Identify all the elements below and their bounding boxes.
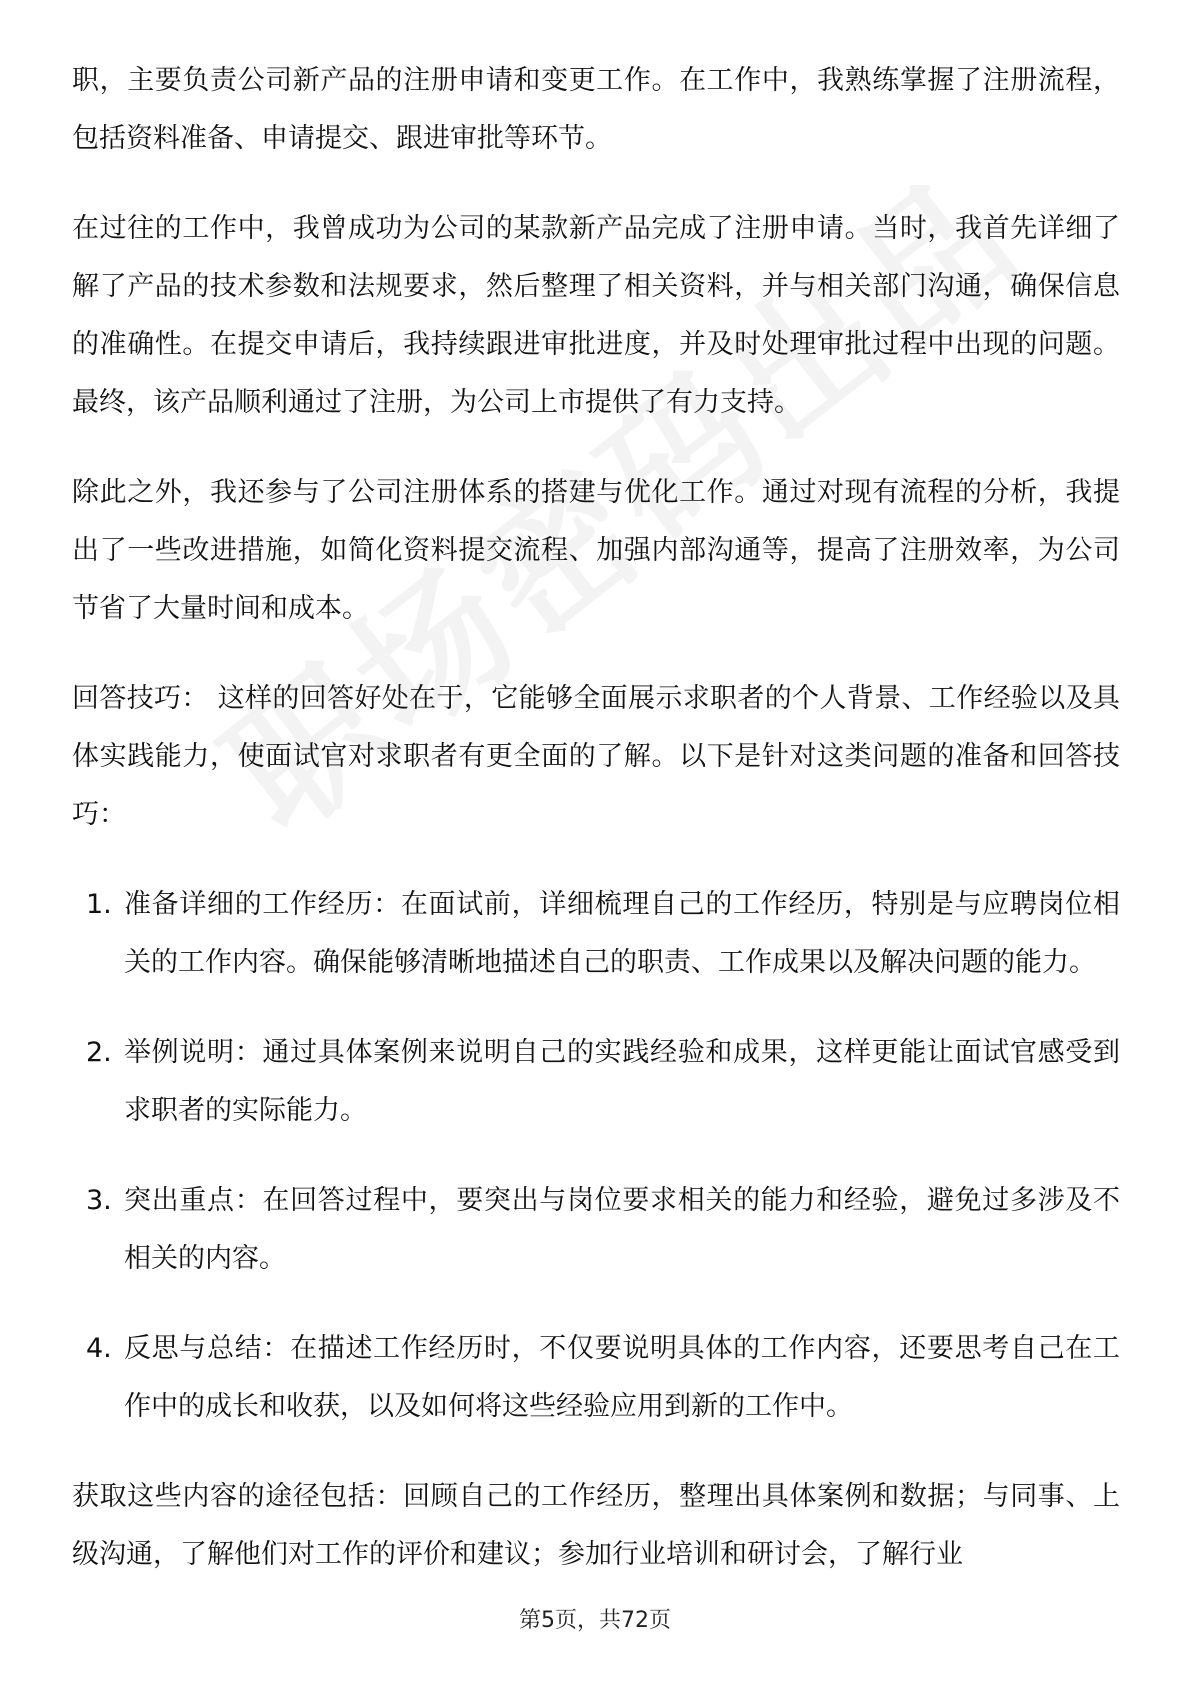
list-item [72,1320,1120,1436]
list-number: 2. [86,1037,112,1068]
paragraph-experience: 在过往的工作中，我曾成功为公司的某款新产品完成了注册申请。当时，我首先详细了解了产品的技术参数和法规要求，然后整理了相关资料，并与相关部门沟通，确保信息的准确性。在提交申请后，我持续跟进审批进度，并及时处理审批过程中出现的问题。最终，该产品顺利通过了注册，为公司上市提供了有力支持。 [72,213,1120,418]
list-number: 4. [86,1333,112,1364]
paragraph-intro: 职，主要负责公司新产品的注册申请和变更工作。在工作中，我熟练掌握了注册流程，包括资料准备、申请提交、跟进审批等环节。 [72,65,1120,154]
tips-list [72,876,1120,1436]
list-number: 1. [86,889,112,920]
list-item [72,1172,1120,1288]
list-item [72,1024,1120,1140]
paragraph-optimization: 除此之外，我还参与了公司注册体系的搭建与优化工作。通过对现有流程的分析，我提出了一些改进措施，如简化资料提交流程、加强内部沟通等，提高了注册效率，为公司节省了大量时间和成本。 [72,477,1120,624]
list-text: 准备详细的工作经历：在面试前，详细梳理自己的工作经历，特别是与应聘岗位相关的工作内容。确保能够清晰地描述自己的职责、工作成果以及解决问题的能力。 [124,889,1120,978]
document-body [72,52,1120,1616]
list-text: 突出重点：在回答过程中，要突出与岗位要求相关的能力和经验，避免过多涉及不相关的内容。 [124,1185,1120,1274]
list-item [72,876,1120,992]
list-text: 反思与总结：在描述工作经历时，不仅要说明具体的工作内容，还要思考自己在工作中的成长和收获，以及如何将这些经验应用到新的工作中。 [124,1333,1120,1422]
list-number: 3. [86,1185,112,1216]
list-text: 举例说明：通过具体案例来说明自己的实践经验和成果，这样更能让面试官感受到求职者的实际能力。 [124,1037,1120,1126]
paragraph-closing: 获取这些内容的途径包括：回顾自己的工作经历，整理出具体案例和数据；与同事、上级沟通，了解他们对工作的评价和建议；参加行业培训和研讨会，了解行业 [72,1481,1120,1570]
paragraph-answer-tips: 回答技巧： 这样的回答好处在于，它能够全面展示求职者的个人背景、工作经验以及具体实践能力，使面试官对求职者有更全面的了解。以下是针对这类问题的准备和回答技巧： [72,683,1120,830]
page-footer: 第5页，共72页 [519,1608,671,1633]
